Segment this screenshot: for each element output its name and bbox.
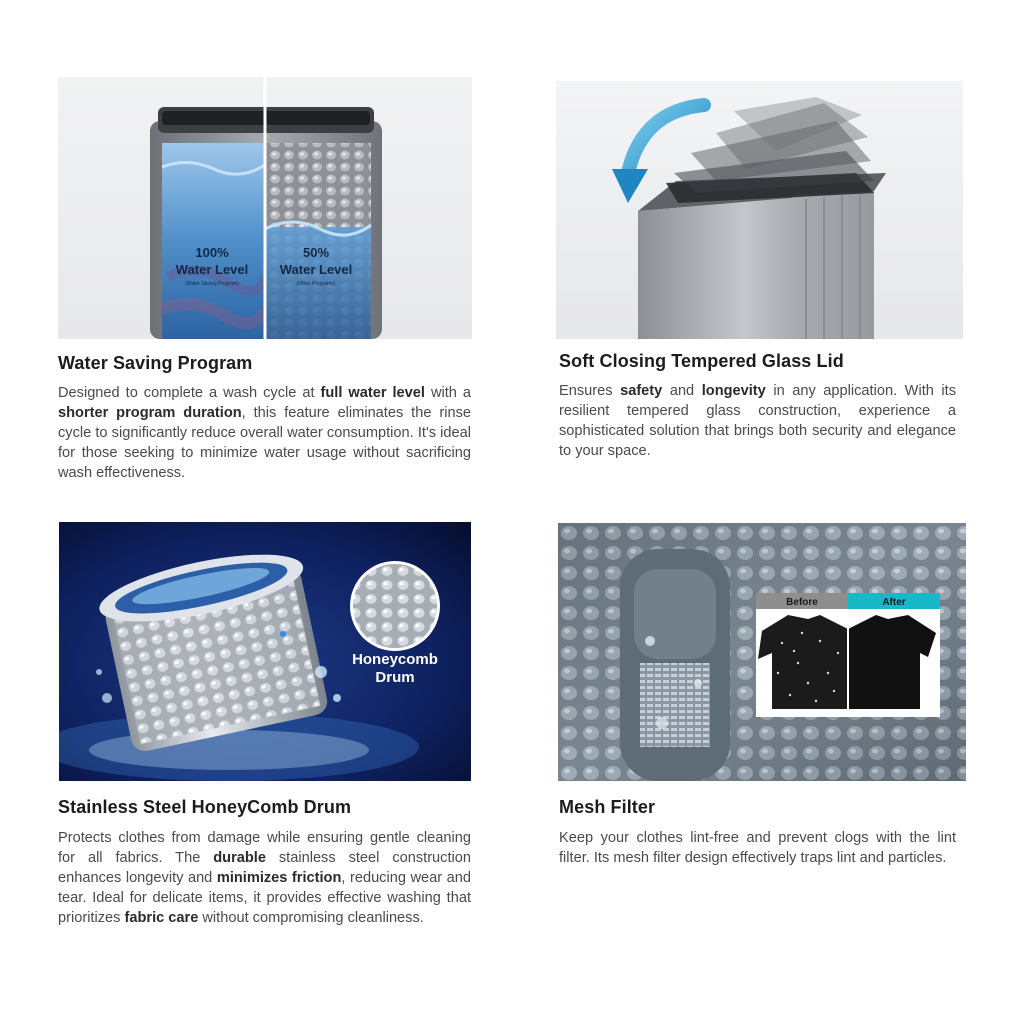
body-text: in any application. With its resilient tempered glass construction, experience a sophisticated solution that brings both security and elegance to your space. bbox=[559, 383, 956, 459]
body-text: without compromising cleanliness. bbox=[198, 910, 424, 926]
mesh-filter-title: Mesh Filter bbox=[559, 797, 656, 817]
body-text: , this feature eliminates the rinse cycle to significantly reduce overall water consumption. It's ideal for those seeking to minimize water usage without sacrificing wash effectiveness. bbox=[58, 405, 472, 481]
body-text: Keep your clothes lint-free and prevent clogs with the lint filter. Its mesh filter design effectively traps lint and particles. bbox=[559, 830, 956, 866]
mesh-filter-illustration bbox=[558, 523, 966, 781]
body-text: and bbox=[662, 383, 702, 399]
glass-lid-image bbox=[556, 81, 963, 339]
emphasis-text: fabric care bbox=[124, 910, 199, 926]
honeycomb-drum-title: Stainless Steel HoneyComb Drum bbox=[58, 797, 352, 817]
half-level-label: Water Level bbox=[279, 262, 353, 277]
soft-closing-lid-illustration bbox=[556, 81, 963, 339]
honeycomb-drum-description bbox=[58, 828, 471, 928]
before-label: Before bbox=[786, 597, 818, 608]
emphasis-text: safety bbox=[620, 383, 663, 399]
mesh-filter-image bbox=[558, 523, 966, 781]
emphasis-text: full water level bbox=[320, 385, 425, 401]
emphasis-text: durable bbox=[213, 850, 266, 866]
full-level-note: (Water Saving Program) bbox=[185, 281, 239, 287]
water-saving-title: Water Saving Program bbox=[58, 353, 253, 373]
callout-line-1: Honeycomb bbox=[352, 651, 438, 668]
water-saving-image bbox=[58, 77, 472, 339]
body-text: Ensures bbox=[559, 383, 621, 399]
half-level-note: (Other Programs) bbox=[296, 281, 336, 287]
water-level-illustration bbox=[58, 77, 472, 339]
full-level-label: Water Level bbox=[175, 262, 249, 277]
body-text: stainless steel construction enhances longevity and bbox=[58, 850, 471, 886]
half-level-value: 50% bbox=[302, 245, 330, 260]
body-text: with a bbox=[424, 385, 471, 401]
body-text: , reducing wear and tear. Ideal for delicate items, it provides effective washing that prioritizes bbox=[58, 870, 471, 926]
mesh-filter-description bbox=[559, 828, 956, 868]
emphasis-text: longevity bbox=[701, 383, 766, 399]
glass-lid-description bbox=[559, 381, 956, 461]
body-text: Designed to complete a wash cycle at bbox=[58, 385, 321, 401]
emphasis-text: shorter program duration bbox=[58, 405, 242, 421]
body-text: Protects clothes from damage while ensuring gentle cleaning for all fabrics. The bbox=[58, 830, 471, 866]
honeycomb-drum-image bbox=[59, 522, 471, 781]
callout-line-2: Drum bbox=[375, 669, 415, 686]
honeycomb-drum-illustration bbox=[59, 522, 471, 781]
full-level-value: 100% bbox=[195, 245, 229, 260]
emphasis-text: minimizes friction bbox=[216, 870, 342, 886]
glass-lid-title: Soft Closing Tempered Glass Lid bbox=[559, 351, 844, 371]
water-saving-description bbox=[58, 383, 471, 483]
after-label: After bbox=[882, 597, 906, 608]
mesh-screen bbox=[640, 663, 710, 747]
